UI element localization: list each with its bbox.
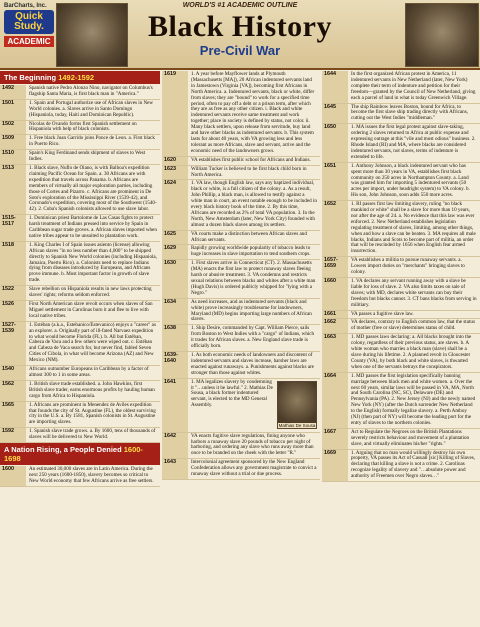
entry-text: [348, 278, 480, 310]
timeline-entry: [0, 402, 160, 429]
entry-year: 1509: [0, 135, 26, 149]
timeline-entry: [322, 278, 480, 311]
entry-body: William Tucker is believed to be first black child born in North America.: [191, 165, 307, 178]
entry-year: 1643: [162, 459, 188, 479]
entry-text: [26, 85, 160, 99]
page-subtitle: Pre-Civil War: [199, 43, 281, 58]
entry-text: [26, 428, 160, 442]
entry-body: VA courts make a distinction between African slaves and African servants.: [191, 230, 307, 243]
entry-year: 1527-1539: [0, 322, 26, 365]
entry-body: Rapidly growing worldwide popularity of tobacco leads to huge increases in slave importation to tend southern crops.: [191, 245, 311, 258]
entry-year: 1663: [322, 334, 348, 371]
entry-body: VA enacts fugitive slave regulations, fining anyone who harbors a runaway slave 20 pounds of tobacco per night of harboring, and ordering any slave who runs away more than once to be branded on the cheek with the letter "R.": [191, 432, 314, 457]
timeline-entry: [322, 124, 480, 162]
column-3: [322, 71, 480, 627]
entry-text: [188, 245, 320, 259]
timeline-entry: [0, 150, 160, 165]
timeline-entry: [0, 135, 160, 150]
timeline-entry: [0, 85, 160, 100]
entry-body: 1. First slaves arrive in Connecticut (CT). 2. Massachusetts (MA) enacts the first law to protect runaway slaves fleeing harsh or abusive treatment. 3. VA condemns and restricts sexual relations between blacks and whites after a white man (Hugh Davis) is ordered publicly whipped for "lying with a Negro.": [191, 260, 316, 296]
entry-year: 1667: [322, 429, 348, 449]
entry-body: 1. Dominican priest Bartolome de Las Casas fights to protect harsh treatment of Indians pressed into service by Spain in Caribbean sugar trade groves. a. African slaves imported when native tribes appear to be unsuited to plantation work.: [29, 215, 157, 239]
timeline-entry: [162, 231, 320, 246]
entry-body: 1. VA law, though English law, says any baptized individual, black or white, is a full citizen of the colony. a. As a result, John Phillip, a black man, is allowed to testify against a white man in court, an event notable enough to be included in every black history book of the time. 2. By this time, Africans are recorded as 2% of total VA population. 3. In the North, New Amsterdam (later, New York City) founded with almost a dozen black slaves among its settlers.: [191, 180, 317, 228]
entry-year: 1634: [162, 299, 188, 325]
entry-year: 1624: [162, 180, 188, 229]
entry-year: 1492: [0, 85, 26, 99]
entry-year: 1592: [0, 428, 26, 442]
entry-text: [188, 260, 320, 297]
entry-text: [188, 157, 320, 165]
portrait-caption: Mathias De Sousa: [278, 422, 316, 428]
entry-body: Nicolas de Ovando forms first Spanish settlement on Hispaniola with help of black colonists.: [29, 120, 137, 133]
entry-year: 1645: [322, 104, 348, 124]
entry-body: The ship Rainbow leaves Boston, bound for Africa, to become the first slave ship trading directly with Africans, cutting out the West Indies "middleman.": [351, 103, 468, 122]
timeline-entry: [162, 379, 320, 433]
entry-year: 1518: [0, 242, 26, 285]
timeline-entry: [0, 215, 160, 242]
timeline-entry: [0, 301, 160, 322]
section-years: 1492-1592: [58, 73, 95, 82]
column-1: [0, 71, 160, 627]
timeline-entry: [162, 459, 320, 480]
entry-text: [26, 466, 160, 486]
timeline-entry: [0, 242, 160, 286]
timeline-entry: [322, 163, 480, 201]
page-title: Black History: [148, 10, 332, 43]
timeline-entry: [322, 201, 480, 257]
entry-text: [26, 242, 160, 285]
entry-text: [26, 366, 160, 380]
timeline-entry: [162, 71, 320, 157]
entry-year: 1669: [322, 450, 348, 482]
timeline-entry: [0, 100, 160, 121]
entry-year: 1629: [162, 245, 188, 259]
entry-body: 1. Estéban (a.k.a., Estebanico/Estevanico) enjoys a "career" as an explorer. a. Originally part of ill-fated Narvaez expedition to what would become Florida (FL). b. All but Estéban, Cabeza de Vaca and a few others were wiped out. c. Estéban and Cabeza de Vaca search for, but never find, fabled Seven Cities of Cibola, in what will become Arizona (AZ) and New Mexico (NM).: [29, 321, 156, 364]
entry-body: 1. Spain and Portugal authorize use of African slaves in New World colonies. a. Slaves arrive in Santo Domingo (Hispaniola, today, Haiti and Dominican Republic).: [29, 99, 154, 118]
entry-text: [188, 459, 320, 479]
entry-year: 1644: [322, 71, 348, 103]
entry-text: [188, 231, 320, 245]
timeline-entry: [0, 286, 160, 301]
entry-text: [188, 166, 320, 180]
timeline-entry: [322, 429, 480, 450]
entry-year: 1657-1659: [322, 257, 348, 277]
section-years: 1600-1698: [4, 445, 143, 464]
entry-body: Slave rebellion on Hispaniola results in new laws protecting slaves' rights; reforms seldom enforced.: [29, 286, 152, 299]
entry-body: Africans outnumber Europeans in Caribbean by a factor of almost 300 to 1 in some areas.: [29, 366, 149, 378]
entry-body: In the first organized African protest in America, 11 indentured servants in New Netherland (later, New York) complete their term of indenture and petition for their freedom—granted by the Council of New Netherland, giving each a parcel of land in what is today Greenwich Village.: [351, 71, 476, 101]
entry-year: 1662: [322, 319, 348, 333]
portrait-image-left: [56, 3, 128, 67]
entry-year: 1623: [162, 166, 188, 180]
entry-year: 1651: [322, 163, 348, 200]
entry-year: 1660: [322, 278, 348, 310]
timeline-entry: [162, 245, 320, 260]
entry-text: [348, 334, 480, 371]
entry-text: [188, 180, 320, 229]
timeline-entry: [0, 381, 160, 402]
timeline-entry: [322, 450, 480, 483]
timeline-entry: [162, 352, 320, 379]
timeline-list: [162, 71, 320, 480]
entry-text: [26, 135, 160, 149]
timeline-entry: [162, 180, 320, 230]
entry-year: 1642: [162, 433, 188, 459]
entry-text: [188, 379, 320, 432]
entry-text: [188, 433, 320, 459]
timeline-entry: [162, 325, 320, 352]
timeline-entry: [322, 373, 480, 429]
entry-body: 1. Arguing that no man would willingly destroy his own property, VA passes its Act of Casuall [sic] Killing of Slaves, declaring that killing a slave is not a crime. 2. Carolinas recognize legality of slavery and "…absolute power and authority of Freemen over Negro slaves…": [351, 449, 475, 480]
timeline-entry: [322, 319, 480, 334]
entry-year: 1664: [322, 373, 348, 428]
timeline-entry: [0, 466, 160, 487]
entry-text: [348, 104, 480, 124]
entry-text: [348, 311, 480, 319]
entry-body: 1. MA legalizes slavery by condemning it "…unless it be lawful." 2. Mathias De Sousa, a black former indentured servant, is elected to the MD General Assembly.: [191, 378, 273, 409]
timeline-entry: [162, 166, 320, 181]
entry-text: [348, 257, 480, 277]
entry-text: [348, 201, 480, 256]
entry-body: 1. VA declares any servant running away with a slave be liable for loss of slave. 2. VA also limits taxes on sale of slaves; with MD, declares white servants can buy their freedom but blacks cannot. 3. CT bans blacks from serving in militiary.: [351, 278, 477, 308]
entry-text: [26, 165, 160, 214]
entry-body: 1. MD passes laws declaring: a. All blacks brought into the colony, regardless of their previous status, are slaves. b. A white woman who marries a black man (slave) shall be a slave during his lifetime. 2. A planned revolt in Gloucester County (VA), by both black and white slaves, is thwarted when one of the servants betrays the conspirators.: [351, 334, 472, 370]
timeline-entry: [322, 257, 480, 278]
entry-body: 1. RI passes first law limiting slavery, ruling "no black mankind or white" shall be a slave for more than 10 years, nor after the age of 24. a. No evidence that this law was ever enforced. 2. New Netherland establishes legislation regulating treatment of slaves, limiting, among other things, when and how a slave can be beaten. 3. MA requires all male blacks, Indians and Scots to become part of militia, an order that will be rescinded by 1656 when English fear armed insurrection.: [351, 201, 476, 255]
entry-body: 1. British slave trade established. a. John Hawkins, first British slave trader, earns enormous profits by hauling human cargo from Africa to Hispaniola.: [29, 380, 155, 399]
entry-body: Spanish native Pedro Alonzo Nino, navigator on Columbus's flagship Santa Maria, is first black man in "America.": [29, 85, 153, 97]
tagline: WORLD'S #1 ACADEMIC OUTLINE: [182, 2, 298, 9]
entry-year: 1515-1517: [0, 215, 26, 241]
timeline-list: [322, 71, 480, 482]
entry-body: An estimated 30,000 slaves are in Latin America. During the next 250 years (1600-1850), slavery becomes so critical to New World economy that few Africans arrive as free settlers.: [29, 466, 154, 484]
entry-body: 1. Africans are prominent in Menendez de Aviles expedition that founds the city of St. Augustine (FL), the oldest surviving city in the U.S. a. By 1581, Spanish colonists in St. Augustine are importing slaves.: [29, 401, 156, 426]
entry-text: [26, 381, 160, 401]
entry-text: [26, 215, 160, 241]
entry-text: [26, 322, 160, 365]
portrait-image-right: [405, 3, 479, 67]
entry-year: 1638: [162, 325, 188, 351]
entry-year: 1650: [322, 124, 348, 161]
column-2: [162, 71, 320, 627]
entry-body: As need increases, and as indentured servants (black and white) prove increasingly troublesome for landowners, Maryland (MD) begins importing large numbers of African slaves.: [191, 298, 312, 323]
brand-name: Quick Study.: [4, 10, 54, 34]
entry-year: 1522: [0, 286, 26, 300]
entry-text: [188, 299, 320, 325]
timeline-list: [0, 85, 160, 443]
portrait-image: [277, 381, 317, 429]
timeline-entry: [322, 104, 480, 125]
entry-year: 1619: [162, 71, 188, 156]
entry-body: 1. Anthony Johnson, a black indentured servant who has spent more than 30 years in VA, establishes first black community on 250 acres in Northampton County. a. Land was granted him for importing 5 indentured servants (50 acres per import, under headright system) to VA colony. b. His son, John Johnson, soon adds 550 more acres.: [351, 162, 470, 199]
entry-body: 1. King Charles I of Spain issues asiento (license) allowing African slaves "in no less number than 4,000" to be shipped directly to Spanish New World colonies (including Hispaniola, Jamaica, Puerto Rico). a. Colonists need to replace Indians dying from diseases introduced by Europeans, and Africans prove immune. b. Most important factor in growth of slave trade.: [29, 241, 157, 284]
timeline-entry: [322, 71, 480, 104]
entry-body: 1. MD passes the first legislation specifically banning marriage between black men and white women. a. Over the next 60 years, similar laws will be passed in VA, MA, North and South Carolina (NC, SC), Delaware (DE) and Pennsylvania (PA). 2. New Jersey (NJ) and the newly named New York (NY) (after the Dutch surrender New Netherland to the English) formally legalize slavery. a. Perth Amboy (NJ) (then part of NY) will become the leading port for the entry of slaves to the northern colonies.: [351, 372, 476, 426]
entry-text: [188, 325, 320, 351]
entry-text: [188, 352, 320, 378]
entry-body: 1. MA issues the first legal protest against slave-taking, ordering 2 slaves returned to Africa at public expense and expressing outrage at this "vile and most odious" business. 2. Rhode Island (RI) and MA, where blacks are considered indentured servants, not slaves, terms of indenture is extended to life.: [351, 124, 476, 160]
entry-text: [188, 71, 320, 156]
publisher-name: BarCharts, Inc.: [4, 3, 47, 9]
timeline-entry: [0, 366, 160, 381]
entry-text: [348, 373, 480, 428]
timeline-entry: [162, 260, 320, 298]
entry-body: VA passes a fugitive slave law.: [351, 310, 414, 317]
timeline-entry: [0, 322, 160, 366]
entry-year: 1526: [0, 301, 26, 321]
entry-text: [348, 71, 480, 103]
entry-text: [26, 150, 160, 164]
section-label: The Beginning: [4, 73, 57, 82]
quickstudy-logo: [4, 3, 54, 65]
entry-text: [348, 319, 480, 333]
entry-year: 1661: [322, 311, 348, 319]
entry-text: [26, 121, 160, 135]
entry-body: VA establishes first public school for Africans and Indians.: [191, 156, 311, 163]
timeline-entry: [0, 428, 160, 443]
timeline-entry: [162, 157, 320, 166]
entry-body: Intercolonial agreement sponsored by the New England Confederation allows any government magistrate to convict a runaway slave without a trial or due process.: [191, 459, 317, 478]
entry-body: 1. Ship Desire, commanded by Capt. William Pierce, sails from Boston to West Indies with a "cargo" of Indians, which it trades for African slaves. a. New England slave trade is officially born.: [191, 325, 315, 350]
entry-body: VA establishes a militia to pursue runaway servants. a. Lowers import duties on "merchants" bringing slaves to colony.: [351, 257, 465, 276]
timeline-entry: [162, 299, 320, 326]
entry-year: 1565: [0, 402, 26, 428]
entry-year: 1501: [0, 100, 26, 120]
timeline-list: [0, 466, 160, 487]
entry-text: [348, 124, 480, 161]
entry-year: 1639-1640: [162, 352, 188, 378]
brand-sub: ACADEMIC: [4, 36, 54, 47]
entry-body: VA declares, contrary to English common law, that the status of mother (free or slave) determines status of child.: [351, 319, 475, 332]
entry-year: 1652: [322, 201, 348, 256]
section-heading-nation-rising: [0, 443, 160, 465]
entry-body: 1. A year before Mayflower lands at Plymouth (Massachusetts [MA]), 20 African indentured servants land in Jamestown (Virginia [VA]), becoming first Africans in North America. a. Indentured servants, black or white, differ from slaves; they are "bound" to work for a specified time period, often to pay off a debt or a prison term, after which they are as free as any other citizen. i. Black and white indentured servants receive same treatment and work together; place in society is defined by status, not color. ii. Many black settlers, upon release from servitude, buy land and have other blacks as indentured servants. b. This system lasts for about 40 years, with VA growing less and less tolerant as more Africans, slave and servant, arrive and the economic need of the landowners grows.: [191, 71, 315, 154]
entry-text: [348, 450, 480, 482]
timeline-entry: [0, 165, 160, 215]
entry-year: 1620: [162, 157, 188, 165]
entry-year: 1510: [0, 150, 26, 164]
entry-body: Spain's King Ferdinand sends shipment of slaves to West Indies.: [29, 150, 146, 163]
section-label: A Nation Rising, a People Denied: [4, 445, 122, 455]
timeline-entry: [162, 433, 320, 460]
timeline-entry: [322, 311, 480, 320]
entry-year: 1502: [0, 121, 26, 135]
entry-year: 1562: [0, 381, 26, 401]
entry-text: [26, 301, 160, 321]
entry-text: [26, 402, 160, 428]
entry-body: 1. Spanish slave trade grows. a. By 1600, tens of thousands of slaves will be delivered to New World.: [29, 428, 156, 441]
entry-year: 1513: [0, 165, 26, 214]
entry-text: [26, 100, 160, 120]
timeline-entry: [322, 334, 480, 372]
timeline-entry: [0, 121, 160, 136]
entry-body: 1. As both economic needs of landowners and discontent of indentured servants and slaves increase, harsher laws are enacted against runaways. a. Punishments against blacks are stronger than those against whites.: [191, 351, 314, 376]
entry-text: [348, 429, 480, 449]
entry-text: [26, 286, 160, 300]
header-banner: [0, 0, 480, 70]
entry-year: 1625: [162, 231, 188, 245]
entry-body: 1. Black slave, Nuflo de Olano, is with Balboa's expedition claiming Pacific Ocean for Spain. a. 30 Africans are with expedition that travels across Panama. b. Africans are members of virtually all major exploration parties, including those of Cortes and Pizarro. c. Africans are prominent in De Soto's exploration of the Mississippi River (1539-42), and Coronado's expedition, covering most of the Southwest (1540-42). 2. Cuba's Spanish colonists allowed to use slave labor.: [29, 164, 157, 213]
entry-text: [348, 163, 480, 200]
entry-year: 1600: [0, 466, 26, 486]
entry-body: Act to Regulate the Negroes on the British Plantations severely restricts behaviour and movement of a plantation slave, and virtually eliminates his/her "rights.": [351, 428, 470, 447]
entry-year: 1630: [162, 260, 188, 297]
entry-year: 1641: [162, 379, 188, 432]
section-heading-beginning: [0, 71, 160, 84]
entry-body: First North American slave revolt occurs when slaves of San Miguel settlement in Carolinas burn it and flee to live with local native tribes.: [29, 301, 153, 319]
entry-year: 1540: [0, 366, 26, 380]
entry-body: 1. Free black Juan Garrido joins Ponce de Leon. a. First black in Puerto Rico.: [29, 135, 155, 148]
